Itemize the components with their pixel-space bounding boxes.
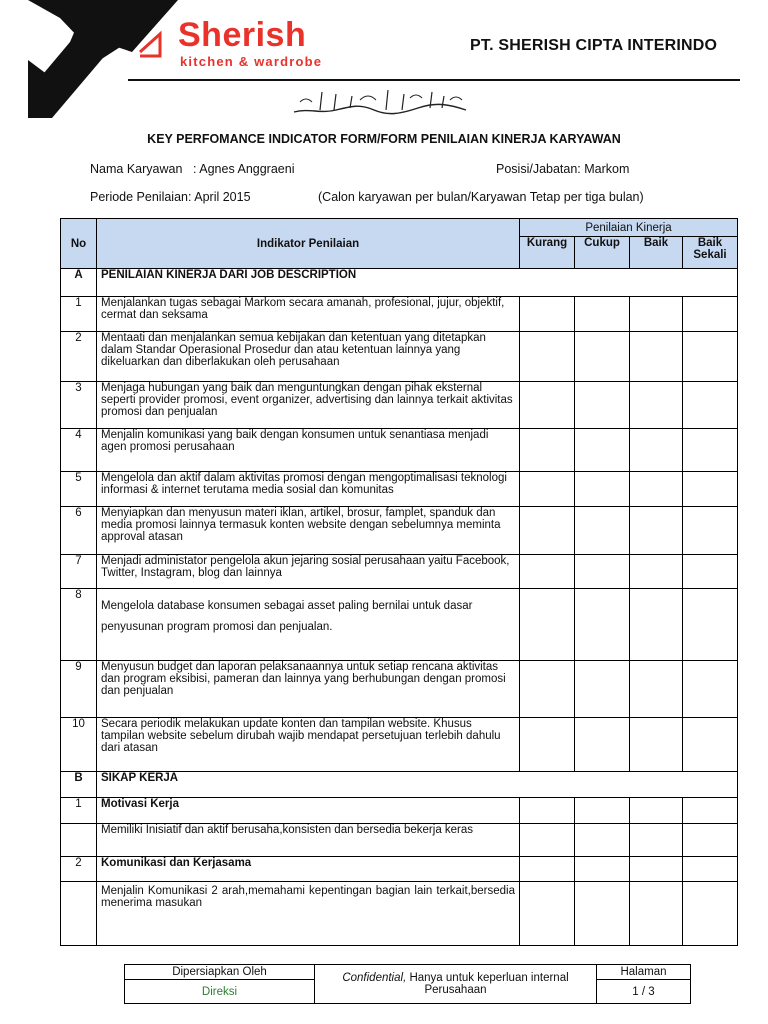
col-rating-baik: Baik	[630, 237, 683, 269]
row-indicator: Menyusun budget dan laporan pelaksanaannya untuk setiap rencana aktivitas dan program eksibisi, pameran dan lainnya yang berhubungan dengan promosi dan penjualan	[97, 661, 520, 718]
rating-cell[interactable]	[575, 661, 630, 718]
rating-cell[interactable]	[630, 332, 683, 382]
rating-cell[interactable]	[520, 824, 575, 857]
confidential-emphasis: Confidential,	[342, 972, 407, 984]
form-title: KEY PERFOMANCE INDICATOR FORM/FORM PENILAIAN KINERJA KARYAWAN	[147, 132, 621, 146]
employee-name-value: : Agnes Anggraeni	[193, 162, 295, 176]
row-no: 3	[61, 382, 97, 429]
row-no: 2	[61, 857, 97, 882]
table-row	[61, 555, 738, 589]
rating-cell[interactable]	[520, 332, 575, 382]
rating-cell[interactable]	[575, 429, 630, 472]
rating-cell[interactable]	[520, 798, 575, 824]
rating-cell[interactable]	[630, 661, 683, 718]
row-indicator: Mentaati dan menjalankan semua kebijakan dan ketentuan yang ditetapkan dalam Standar Operasional Prosedur dan atau ketentuan lainnya yang dikeluarkan dan diberlakukan oleh perusahaan	[97, 332, 520, 382]
rating-cell[interactable]	[575, 332, 630, 382]
rating-cell[interactable]	[520, 718, 575, 772]
rating-cell[interactable]	[630, 589, 683, 661]
section-title: PENILAIAN KINERJA DARI JOB DESCRIPTION	[97, 269, 738, 297]
row-heading: Motivasi Kerja	[97, 798, 520, 824]
rating-cell[interactable]	[683, 555, 738, 589]
rating-cell[interactable]	[575, 798, 630, 824]
rating-cell[interactable]	[683, 661, 738, 718]
col-indicator: Indikator Penilaian	[97, 219, 520, 269]
table-row	[61, 429, 738, 472]
row-indicator: Menyiapkan dan menyusun materi iklan, artikel, brosur, famplet, spanduk dan media promosi lainnya termasuk konten website dengan sebelumnya meminta approval atasan	[97, 507, 520, 555]
section-row	[61, 269, 738, 297]
table-row	[61, 382, 738, 429]
rating-cell[interactable]	[630, 824, 683, 857]
table-row	[61, 507, 738, 555]
rating-cell[interactable]	[575, 589, 630, 661]
company-name: PT. SHERISH CIPTA INTERINDO	[470, 37, 718, 54]
rating-cell[interactable]	[575, 382, 630, 429]
rating-cell[interactable]	[630, 472, 683, 507]
row-indicator: Memiliki Inisiatif dan aktif berusaha,konsisten dan bersedia bekerja keras	[97, 824, 520, 857]
rating-cell[interactable]	[683, 718, 738, 772]
rating-cell[interactable]	[630, 882, 683, 946]
row-indicator: Menjadi administator pengelola akun jejaring sosial perusahaan yaitu Facebook, Twitter, Instagram, blog dan lainnya	[97, 555, 520, 589]
rating-cell[interactable]	[575, 718, 630, 772]
rating-cell[interactable]	[630, 718, 683, 772]
row-no: 2	[61, 332, 97, 382]
employee-name-label: Nama Karyawan	[90, 162, 183, 176]
page-label: Halaman	[597, 965, 691, 980]
prepared-by-label: Dipersiapkan Oleh	[125, 965, 315, 980]
row-indicator: Menjalin Komunikasi 2 arah,memahami kepentingan bagian lain terkait,bersedia menerima masukan	[97, 882, 520, 946]
row-no: 10	[61, 718, 97, 772]
rating-cell[interactable]	[630, 555, 683, 589]
col-rating-baik-sekali: Baik Sekali	[683, 237, 738, 269]
prepared-by-value: Direksi	[125, 980, 315, 1004]
row-indicator: Menjalankan tugas sebagai Markom secara amanah, profesional, jujur, objektif, cermat dan seksama	[97, 297, 520, 332]
rating-cell[interactable]	[683, 798, 738, 824]
rating-cell[interactable]	[683, 857, 738, 882]
rating-cell[interactable]	[630, 429, 683, 472]
rating-cell[interactable]	[520, 857, 575, 882]
rating-cell[interactable]	[630, 382, 683, 429]
rating-cell[interactable]	[630, 857, 683, 882]
basmala-calligraphy	[290, 86, 470, 118]
row-no: 1	[61, 297, 97, 332]
table-row	[61, 472, 738, 507]
rating-cell[interactable]	[575, 472, 630, 507]
kpi-table	[60, 218, 738, 946]
rating-cell[interactable]	[575, 824, 630, 857]
row-no: 5	[61, 472, 97, 507]
rating-cell[interactable]	[520, 297, 575, 332]
col-no: No	[61, 219, 97, 269]
table-row	[61, 661, 738, 718]
section-row	[61, 772, 738, 798]
confidential-text: Hanya untuk keperluan internal Perusahaan	[406, 972, 569, 996]
rating-cell[interactable]	[683, 472, 738, 507]
rating-cell[interactable]	[683, 382, 738, 429]
rating-cell[interactable]	[575, 882, 630, 946]
row-indicator: Menjaga hubungan yang baik dan menguntungkan dengan pihak eksternal seperti provider promosi, event organizer, advertising dan lainnya terkait aktivitas promosi dan penjualan	[97, 382, 520, 429]
table-row	[61, 824, 738, 857]
rating-cell[interactable]	[520, 661, 575, 718]
rating-cell[interactable]	[630, 798, 683, 824]
row-heading: Komunikasi dan Kerjasama	[97, 857, 520, 882]
subheading-row	[61, 857, 738, 882]
table-row	[61, 297, 738, 332]
rating-cell[interactable]	[520, 555, 575, 589]
brand-name: Sherish	[178, 16, 307, 54]
confidential-note	[315, 965, 597, 1004]
rating-cell[interactable]	[683, 297, 738, 332]
row-no: 1	[61, 798, 97, 824]
assessment-period-note: (Calon karyawan per bulan/Karyawan Tetap per tiga bulan)	[318, 190, 644, 204]
section-no: B	[61, 772, 97, 798]
rating-cell[interactable]	[520, 429, 575, 472]
brand-tagline: kitchen & wardrobe	[180, 54, 323, 69]
page-number: 1 / 3	[597, 980, 691, 1004]
subheading-row	[61, 798, 738, 824]
rating-cell[interactable]	[630, 297, 683, 332]
rating-cell[interactable]	[575, 507, 630, 555]
rating-cell[interactable]	[683, 882, 738, 946]
rating-cell[interactable]	[520, 589, 575, 661]
row-no: 6	[61, 507, 97, 555]
assessment-period: Periode Penilaian: April 2015	[90, 190, 251, 204]
rating-cell[interactable]	[683, 589, 738, 661]
rating-cell[interactable]	[520, 507, 575, 555]
rating-cell[interactable]	[575, 555, 630, 589]
row-indicator: Mengelola dan aktif dalam aktivitas promosi dengan mengoptimalisasi teknologi informasi & internet terutama media sosial dan komunitas	[97, 472, 520, 507]
rating-cell[interactable]	[683, 332, 738, 382]
rating-cell[interactable]	[683, 429, 738, 472]
row-indicator: Secara periodik melakukan update konten dan tampilan website. Khusus tampilan website sebelum dirubah wajib mendapat persetujuan terlebih dahulu dari atasan	[97, 718, 520, 772]
col-rating-kurang: Kurang	[520, 237, 575, 269]
rating-cell[interactable]	[520, 472, 575, 507]
document-footer	[124, 964, 691, 1004]
table-row	[61, 882, 738, 946]
rating-cell[interactable]	[520, 382, 575, 429]
section-no: A	[61, 269, 97, 297]
col-performance-group: Penilaian Kinerja	[520, 219, 738, 237]
employee-position: Posisi/Jabatan: Markom	[496, 162, 630, 176]
rating-cell[interactable]	[683, 507, 738, 555]
letterhead	[0, 0, 768, 120]
row-indicator: Mengelola database konsumen sebagai asset paling bernilai untuk dasar penyusunan program promosi dan penjualan.	[97, 589, 520, 661]
row-no: 8	[61, 589, 97, 661]
table-row	[61, 589, 738, 661]
row-no: 9	[61, 661, 97, 718]
table-row	[61, 718, 738, 772]
rating-cell[interactable]	[520, 882, 575, 946]
table-row	[61, 332, 738, 382]
rating-cell[interactable]	[575, 297, 630, 332]
section-title: SIKAP KERJA	[97, 772, 738, 798]
row-no: 4	[61, 429, 97, 472]
rating-cell[interactable]	[683, 824, 738, 857]
col-rating-cukup: Cukup	[575, 237, 630, 269]
row-indicator: Menjalin komunikasi yang baik dengan konsumen untuk senantiasa menjadi agen promosi perusahaan	[97, 429, 520, 472]
rating-cell[interactable]	[575, 857, 630, 882]
rating-cell[interactable]	[630, 507, 683, 555]
table-header-row	[61, 219, 738, 237]
row-no: 7	[61, 555, 97, 589]
